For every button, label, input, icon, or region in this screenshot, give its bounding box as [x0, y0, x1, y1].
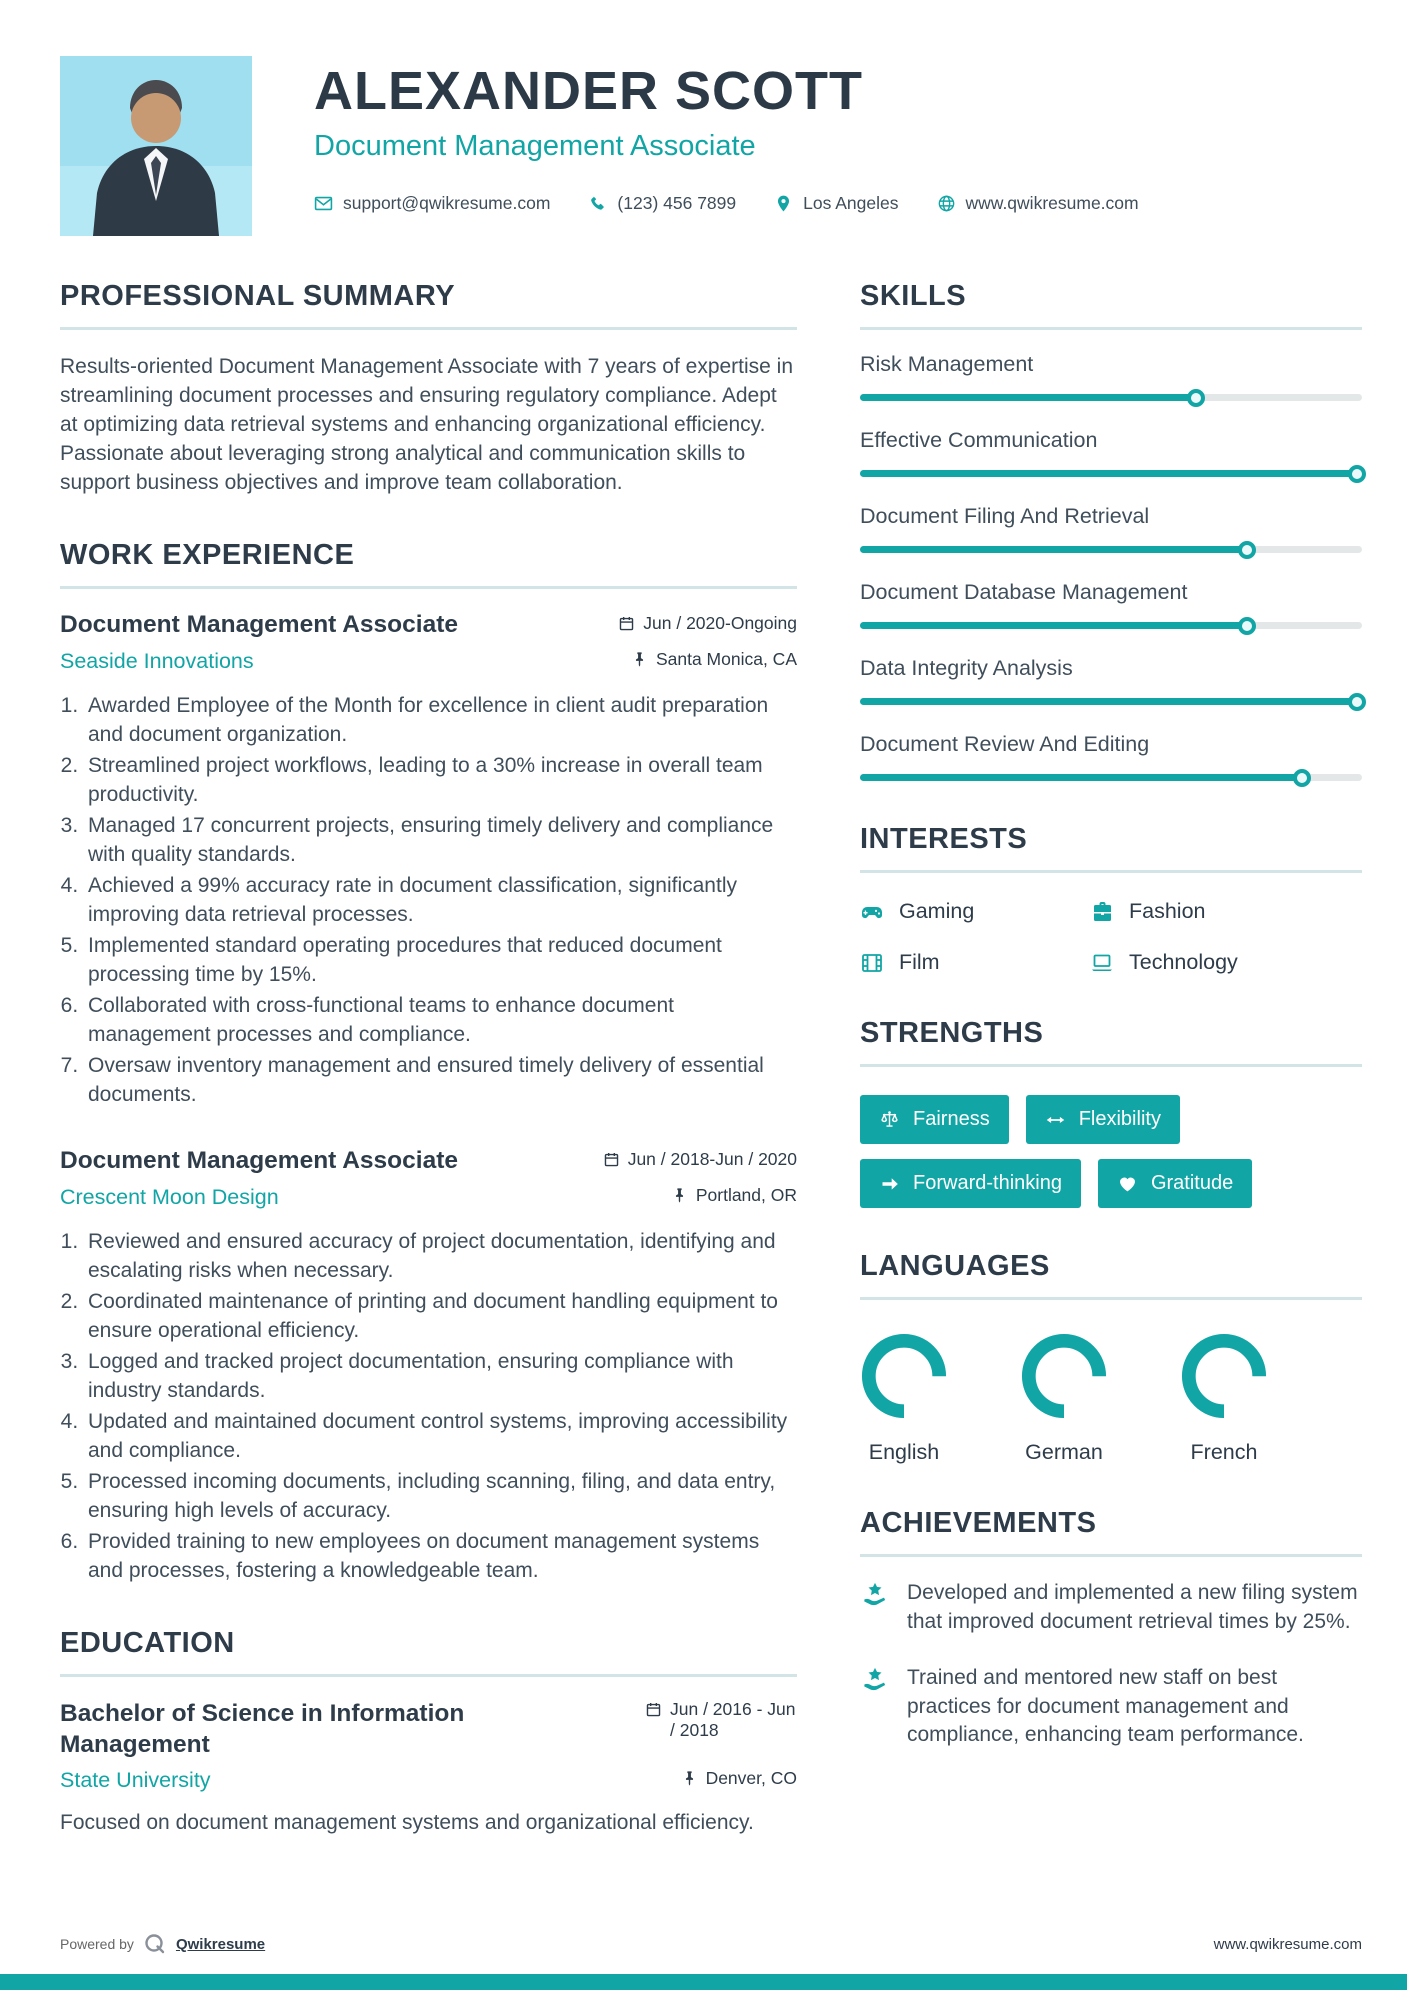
- job-dates: [618, 613, 797, 634]
- skill-item: [860, 504, 1362, 553]
- company-name: Crescent Moon Design: [60, 1185, 279, 1209]
- contact-phone-text: (123) 456 7899: [617, 193, 737, 213]
- achievement-item: [860, 1664, 1362, 1750]
- pushpin-icon: [671, 1187, 688, 1204]
- job-bullet-list: [60, 692, 797, 1109]
- language-donut-chart: [1180, 1332, 1268, 1420]
- achievements-heading: ACHIEVEMENTS: [860, 1507, 1362, 1557]
- language-item: [860, 1332, 948, 1465]
- skill-progress-fill: [860, 622, 1247, 629]
- language-label: French: [1190, 1440, 1258, 1464]
- job-bullet: 1. Reviewed and ensured accuracy of project documentation, identifying and escalating risks when necessary.: [84, 1228, 797, 1285]
- envelope-icon: [314, 194, 333, 213]
- school-name: State University: [60, 1768, 211, 1793]
- language-item: [1180, 1332, 1268, 1465]
- summary-heading: PROFESSIONAL SUMMARY: [60, 280, 797, 330]
- map-pin-icon: [774, 194, 793, 213]
- fashion-icon: [1090, 900, 1114, 924]
- phone-icon: [588, 194, 607, 213]
- header-info: [314, 56, 1139, 214]
- job-bullet: 6. Collaborated with cross-functional teams to enhance document management processes and compliance.: [84, 992, 797, 1049]
- skill-name: Document Filing And Retrieval: [860, 504, 1150, 528]
- skill-progress-knob: [1238, 541, 1256, 559]
- arrow-right-icon: [879, 1173, 900, 1194]
- skill-progress-knob: [1348, 465, 1366, 483]
- contact-phone: [588, 193, 736, 214]
- calendar-icon: [603, 1151, 620, 1168]
- section-work-experience: [60, 539, 797, 1585]
- skill-progress-knob: [1238, 617, 1256, 635]
- language-label: English: [868, 1440, 940, 1464]
- scales-icon: [879, 1109, 900, 1130]
- languages-heading: LANGUAGES: [860, 1250, 1362, 1300]
- interest-item: [1090, 950, 1362, 975]
- qwikresume-logo: [143, 1932, 167, 1956]
- job-bullet: 2. Coordinated maintenance of printing and document handling equipment to ensure operational efficiency.: [84, 1288, 797, 1345]
- laptop-icon: [1090, 951, 1114, 975]
- interest-label: Fashion: [1129, 899, 1206, 923]
- skill-progress-fill: [860, 774, 1302, 781]
- skill-progress-fill: [860, 394, 1196, 401]
- strength-label: Forward-thinking: [913, 1172, 1062, 1194]
- skill-progress-fill: [860, 470, 1357, 477]
- section-strengths: [860, 1017, 1362, 1208]
- strengths-heading: STRENGTHS: [860, 1017, 1362, 1067]
- job-location-text: Portland, OR: [695, 1185, 797, 1205]
- education-dates-text: Jun / 2016 - Jun / 2018: [670, 1699, 796, 1740]
- medal-star-icon: [860, 1581, 890, 1611]
- pushpin-icon: [631, 651, 648, 668]
- profile-photo: [60, 56, 252, 236]
- job-bullet: 3. Logged and tracked project documentation, ensuring compliance with industry standards.: [84, 1348, 797, 1405]
- contact-website-text: www.qwikresume.com: [965, 193, 1139, 213]
- job-dates: [603, 1149, 797, 1170]
- gamepad-icon: [860, 900, 884, 924]
- skill-item: [860, 580, 1362, 629]
- skill-progress-track: [860, 394, 1362, 401]
- job-dates-text: Jun / 2018-Jun / 2020: [627, 1149, 797, 1169]
- job-bullet-list: [60, 1228, 797, 1585]
- contact-email[interactable]: [314, 193, 550, 214]
- interest-item: [860, 950, 1090, 975]
- globe-icon: [937, 194, 956, 213]
- contact-email-text: support@qwikresume.com: [343, 193, 551, 213]
- skill-progress-track: [860, 546, 1362, 553]
- work-heading: WORK EXPERIENCE: [60, 539, 797, 589]
- medal-star-icon: [860, 1666, 890, 1696]
- skill-name: Data Integrity Analysis: [860, 656, 1073, 680]
- skill-progress-fill: [860, 698, 1357, 705]
- double-arrow-icon: [1045, 1109, 1066, 1130]
- job-bullet: 6. Provided training to new employees on document management systems and processes, fostering a knowledgeable team.: [84, 1528, 797, 1585]
- contact-website[interactable]: [937, 193, 1139, 214]
- section-languages: [860, 1250, 1362, 1465]
- skill-item: [860, 732, 1362, 781]
- skill-progress-knob: [1348, 693, 1366, 711]
- section-professional-summary: [60, 280, 797, 497]
- education-location: [681, 1768, 797, 1789]
- language-item: [1020, 1332, 1108, 1465]
- strength-label: Gratitude: [1150, 1172, 1234, 1194]
- footer: [60, 1932, 1362, 1956]
- language-donut-chart: [1020, 1332, 1108, 1420]
- header: [60, 56, 1362, 236]
- skill-progress-knob: [1293, 769, 1311, 787]
- job-title: Document Management Associate: [60, 611, 458, 638]
- job-bullet: 4. Achieved a 99% accuracy rate in document classification, significantly improving data retrieval processes.: [84, 872, 797, 929]
- section-education: [60, 1627, 797, 1838]
- bottom-accent-bar: [0, 1974, 1407, 1990]
- job-entry: [60, 611, 797, 1109]
- language-label: German: [1025, 1440, 1103, 1464]
- calendar-icon: [645, 1701, 662, 1718]
- calendar-icon: [618, 615, 635, 632]
- skills-heading: SKILLS: [860, 280, 1362, 330]
- achievement-text: Developed and implemented a new filing system that improved document retrieval times by 25%.: [907, 1581, 1358, 1633]
- main-columns: [60, 280, 1362, 1880]
- strength-badge-gratitude: [1098, 1159, 1252, 1208]
- left-column: [60, 280, 797, 1880]
- job-bullet: 5. Processed incoming documents, including scanning, filing, and data entry, ensuring high levels of accuracy.: [84, 1468, 797, 1525]
- skill-item: [860, 428, 1362, 477]
- company-name: Seaside Innovations: [60, 649, 254, 673]
- degree-title: Bachelor of Science in Information Management: [60, 1700, 465, 1758]
- contact-location: [774, 193, 898, 214]
- education-dates: [645, 1699, 797, 1741]
- interest-item: [1090, 899, 1362, 924]
- interest-label: Gaming: [899, 899, 975, 923]
- powered-by-text: Powered by: [60, 1936, 134, 1952]
- skill-item: [860, 656, 1362, 705]
- job-bullet: 5. Implemented standard operating procedures that reduced document processing time by 15%.: [84, 932, 797, 989]
- job-bullet: 1. Awarded Employee of the Month for excellence in client audit preparation and document organization.: [84, 692, 797, 749]
- education-heading: EDUCATION: [60, 1627, 797, 1677]
- education-location-text: Denver, CO: [705, 1768, 797, 1789]
- skill-progress-track: [860, 470, 1362, 477]
- heart-icon: [1117, 1173, 1138, 1194]
- interests-heading: INTERESTS: [860, 823, 1362, 873]
- skill-item: [860, 352, 1362, 401]
- job-bullet: 2. Streamlined project workflows, leading to a 30% increase in overall team productivity.: [84, 752, 797, 809]
- interest-label: Film: [899, 950, 940, 974]
- skill-progress-fill: [860, 546, 1247, 553]
- education-description: Focused on document management systems and organizational efficiency.: [60, 1811, 754, 1835]
- section-skills: [860, 280, 1362, 781]
- right-column: [860, 280, 1362, 1880]
- qwikresume-link[interactable]: Qwikresume: [175, 1935, 266, 1953]
- job-bullet: 7. Oversaw inventory management and ensured timely delivery of essential documents.: [84, 1052, 797, 1109]
- job-title: Document Management Associate: [60, 1147, 458, 1174]
- skill-name: Risk Management: [860, 352, 1034, 376]
- strength-badge-fairness: [860, 1095, 1009, 1144]
- job-dates-text: Jun / 2020-Ongoing: [643, 613, 797, 633]
- strength-label: Fairness: [913, 1108, 990, 1130]
- language-donut-chart: [860, 1332, 948, 1420]
- job-location: [631, 649, 797, 670]
- summary-text: Results-oriented Document Management Associate with 7 years of expertise in streamlining document processes and ensuring regulatory compliance. Adept at optimizing data retrieval systems and enhancing organizational efficiency. Passionate about leveraging strong analytical and communication skills to support business objectives and improve team collaboration.: [60, 355, 794, 494]
- strength-badge-forward-thinking: [860, 1159, 1081, 1208]
- achievement-text: Trained and mentored new staff on best practices for document management and compliance, enhancing team performance.: [907, 1666, 1304, 1746]
- job-location: [671, 1185, 797, 1206]
- skill-name: Document Review And Editing: [860, 732, 1150, 756]
- section-interests: [860, 823, 1362, 975]
- skill-progress-track: [860, 622, 1362, 629]
- contact-row: [314, 193, 1139, 214]
- pushpin-icon: [681, 1770, 698, 1787]
- interest-item: [860, 899, 1090, 924]
- job-location-text: Santa Monica, CA: [655, 649, 797, 669]
- skill-name: Document Database Management: [860, 580, 1188, 604]
- job-bullet: 4. Updated and maintained document control systems, improving accessibility and compliance.: [84, 1408, 797, 1465]
- skill-progress-track: [860, 774, 1362, 781]
- skill-progress-track: [860, 698, 1362, 705]
- strength-badge-flexibility: [1026, 1095, 1180, 1144]
- job-bullet: 3. Managed 17 concurrent projects, ensuring timely delivery and compliance with quality standards.: [84, 812, 797, 869]
- skill-name: Effective Communication: [860, 428, 1098, 452]
- section-achievements: [860, 1507, 1362, 1750]
- powered-by: [60, 1932, 265, 1956]
- film-icon: [860, 951, 884, 975]
- strength-label: Flexibility: [1078, 1108, 1161, 1130]
- person-job-title: Document Management Associate: [314, 130, 756, 162]
- profile-photo-illustration: [60, 56, 252, 236]
- interest-label: Technology: [1129, 950, 1238, 974]
- contact-location-text: Los Angeles: [803, 193, 899, 213]
- skill-progress-knob: [1187, 389, 1205, 407]
- footer-website-link[interactable]: www.qwikresume.com: [1213, 1935, 1362, 1953]
- person-name: ALEXANDER SCOTT: [314, 61, 864, 121]
- achievement-item: [860, 1579, 1362, 1636]
- job-entry: [60, 1147, 797, 1585]
